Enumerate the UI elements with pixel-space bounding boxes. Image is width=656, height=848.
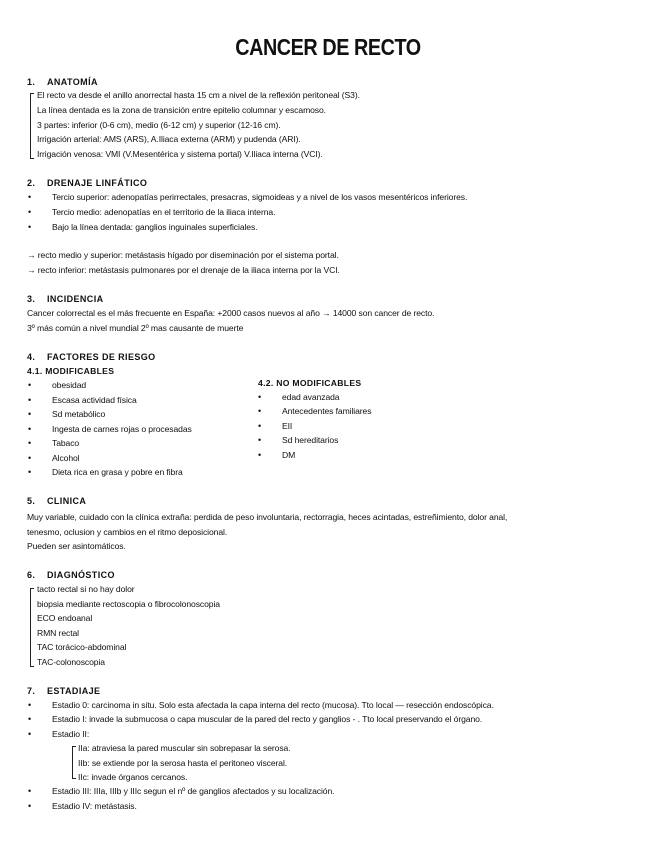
modificable-item: Ingesta de carnes rojas o procesadas bbox=[52, 424, 192, 434]
section-number: 1. bbox=[27, 77, 36, 87]
section-number: 3. bbox=[27, 294, 36, 304]
estadio-ii-sub: IIc: invade órganos cercanos. bbox=[78, 772, 188, 782]
bullet-icon: • bbox=[28, 700, 32, 710]
modificables-heading: 4.1. MODIFICABLES bbox=[27, 366, 115, 376]
estadio-ii-sub: IIb: se extiende por la serosa hasta el peritoneo visceral. bbox=[78, 758, 288, 768]
section-incidencia-heading bbox=[27, 294, 104, 304]
section-number: 7. bbox=[27, 686, 36, 696]
clinica-line: tenesmo, oclusion y cambios en el ritmo deposicional. bbox=[27, 527, 228, 537]
anatomia-line: El recto va desde el anillo anorrectal hasta 15 cm a nivel de la reflexión peritoneal (S3). bbox=[37, 90, 360, 100]
drenaje-bullet: Tercio superior: adenopatías perirrectales, presacras, sigmoideas y a nivel de los vasos mesentéricos inferiores. bbox=[52, 192, 468, 202]
section-title: ANATOMÍA bbox=[47, 77, 98, 87]
no-modificable-item: DM bbox=[282, 450, 296, 460]
bullet-icon: • bbox=[258, 435, 262, 445]
diagnostico-line: ECO endoanal bbox=[37, 613, 93, 623]
estadiaje-bullet: Estadio I: invade la submucosa o capa muscular de la pared del recto y ganglios - . Tto local preservando el órgano. bbox=[52, 714, 483, 724]
bullet-icon: • bbox=[28, 207, 32, 217]
no-modificable-item: Sd hereditarios bbox=[282, 435, 339, 445]
bracket-diagnostico bbox=[30, 588, 34, 667]
section-title: FACTORES DE RIESGO bbox=[47, 352, 156, 362]
clinica-line: Muy variable, cuidado con la clínica extraña: perdida de peso involuntaria, rectorragia, heces acintadas, estreñimiento, dolor anal, bbox=[27, 512, 508, 522]
bullet-icon: • bbox=[258, 450, 262, 460]
section-number: 5. bbox=[27, 496, 36, 506]
bullet-icon: • bbox=[28, 380, 32, 390]
bullet-icon: • bbox=[28, 453, 32, 463]
bullet-icon: • bbox=[28, 424, 32, 434]
modificable-item: Dieta rica en grasa y pobre en fibra bbox=[52, 467, 183, 477]
estadiaje-bullet: Estadio 0: carcinoma in situ. Solo esta afectada la capa interna del recto (mucosa). Tto local — resección endoscópica. bbox=[52, 700, 494, 710]
bullet-icon: • bbox=[28, 222, 32, 232]
section-anatomia-heading bbox=[27, 77, 98, 87]
drenaje-bullet: Bajo la línea dentada: ganglios inguinales superficiales. bbox=[52, 222, 258, 232]
section-drenaje-heading bbox=[27, 178, 147, 188]
no-modificable-item: edad avanzada bbox=[282, 392, 340, 402]
diagnostico-line: biopsia mediante rectoscopia o fibrocolonoscopia bbox=[37, 599, 220, 609]
modificable-item: Sd metabólico bbox=[52, 409, 106, 419]
no-modificable-item: Antecedentes familiares bbox=[282, 406, 372, 416]
estadiaje-bullet: Estadio II: bbox=[52, 729, 90, 739]
bracket-estadio-ii bbox=[72, 746, 76, 779]
bullet-icon: • bbox=[28, 192, 32, 202]
bullet-icon: • bbox=[258, 421, 262, 431]
section-title: DIAGNÓSTICO bbox=[47, 570, 115, 580]
estadio-ii-sub: IIa: atraviesa la pared muscular sin sobrepasar la serosa. bbox=[78, 743, 291, 753]
modificable-item: Escasa actividad física bbox=[52, 395, 137, 405]
section-diagnostico-heading bbox=[27, 570, 115, 580]
no-modificables-heading: 4.2. NO MODIFICABLES bbox=[258, 378, 362, 388]
incidencia-line: 3º más común a nivel mundial 2º mas causante de muerte bbox=[27, 323, 244, 333]
anatomia-line: La línea dentada es la zona de transición entre epitelio columnar y escamoso. bbox=[37, 105, 326, 115]
drenaje-arrow-line: → recto inferior: metástasis pulmonares por el drenaje de la iliaca interna por la VCI. bbox=[27, 265, 340, 275]
incidencia-line: Cancer colorrectal es el más frecuente en España: +2000 casos nuevos al año → 14000 son cancer de recto. bbox=[27, 308, 435, 318]
bullet-icon: • bbox=[28, 438, 32, 448]
anatomia-line: Irrigación venosa: VMI (V.Mesentérica y sistema portal) V.Iliaca interna (VCI). bbox=[37, 149, 323, 159]
bullet-icon: • bbox=[28, 786, 32, 796]
bullet-icon: • bbox=[28, 714, 32, 724]
section-number: 6. bbox=[27, 570, 36, 580]
section-factores-heading bbox=[27, 352, 156, 362]
modificable-item: obesidad bbox=[52, 380, 87, 390]
bullet-icon: • bbox=[28, 409, 32, 419]
drenaje-arrow-line: → recto medio y superior: metástasis hígado por diseminación por el sistema portal. bbox=[27, 250, 339, 260]
modificable-item: Tabaco bbox=[52, 438, 80, 448]
bracket-anatomia bbox=[30, 93, 34, 159]
diagnostico-line: TAC-colonoscopia bbox=[37, 657, 105, 667]
section-title: CLINICA bbox=[47, 496, 87, 506]
estadiaje-bullet: Estadio IV: metástasis. bbox=[52, 801, 137, 811]
diagnostico-line: tacto rectal si no hay dolor bbox=[37, 584, 135, 594]
section-number: 2. bbox=[27, 178, 36, 188]
section-title: INCIDENCIA bbox=[47, 294, 104, 304]
no-modificable-item: EII bbox=[282, 421, 293, 431]
diagnostico-line: RMN rectal bbox=[37, 628, 79, 638]
modificable-item: Alcohol bbox=[52, 453, 80, 463]
anatomia-line: Irrigación arterial: AMS (ARS), A.Iliaca externa (ARM) y pudenda (ARI). bbox=[37, 134, 301, 144]
anatomia-line: 3 partes: inferior (0-6 cm), medio (6-12 cm) y superior (12-16 cm). bbox=[37, 120, 281, 130]
bullet-icon: • bbox=[28, 801, 32, 811]
section-number: 4. bbox=[27, 352, 36, 362]
diagnostico-line: TAC torácico-abdominal bbox=[37, 642, 127, 652]
section-title: DRENAJE LINFÁTICO bbox=[47, 178, 148, 188]
bullet-icon: • bbox=[258, 406, 262, 416]
section-clinica-heading bbox=[27, 496, 86, 506]
bullet-icon: • bbox=[258, 392, 262, 402]
drenaje-bullet: Tercio medio: adenopatías en el territorio de la iliaca interna. bbox=[52, 207, 276, 217]
clinica-line: Pueden ser asintomáticos. bbox=[27, 541, 126, 551]
bullet-icon: • bbox=[28, 729, 32, 739]
estadiaje-bullet: Estadio III: IIIa, IIIb y IIIc segun el nº de ganglios afectados y su localización. bbox=[52, 786, 335, 796]
bullet-icon: • bbox=[28, 467, 32, 477]
section-title: ESTADIAJE bbox=[47, 686, 101, 696]
page-title: CANCER DE RECTO bbox=[235, 34, 421, 60]
bullet-icon: • bbox=[28, 395, 32, 405]
section-estadiaje-heading bbox=[27, 686, 100, 696]
